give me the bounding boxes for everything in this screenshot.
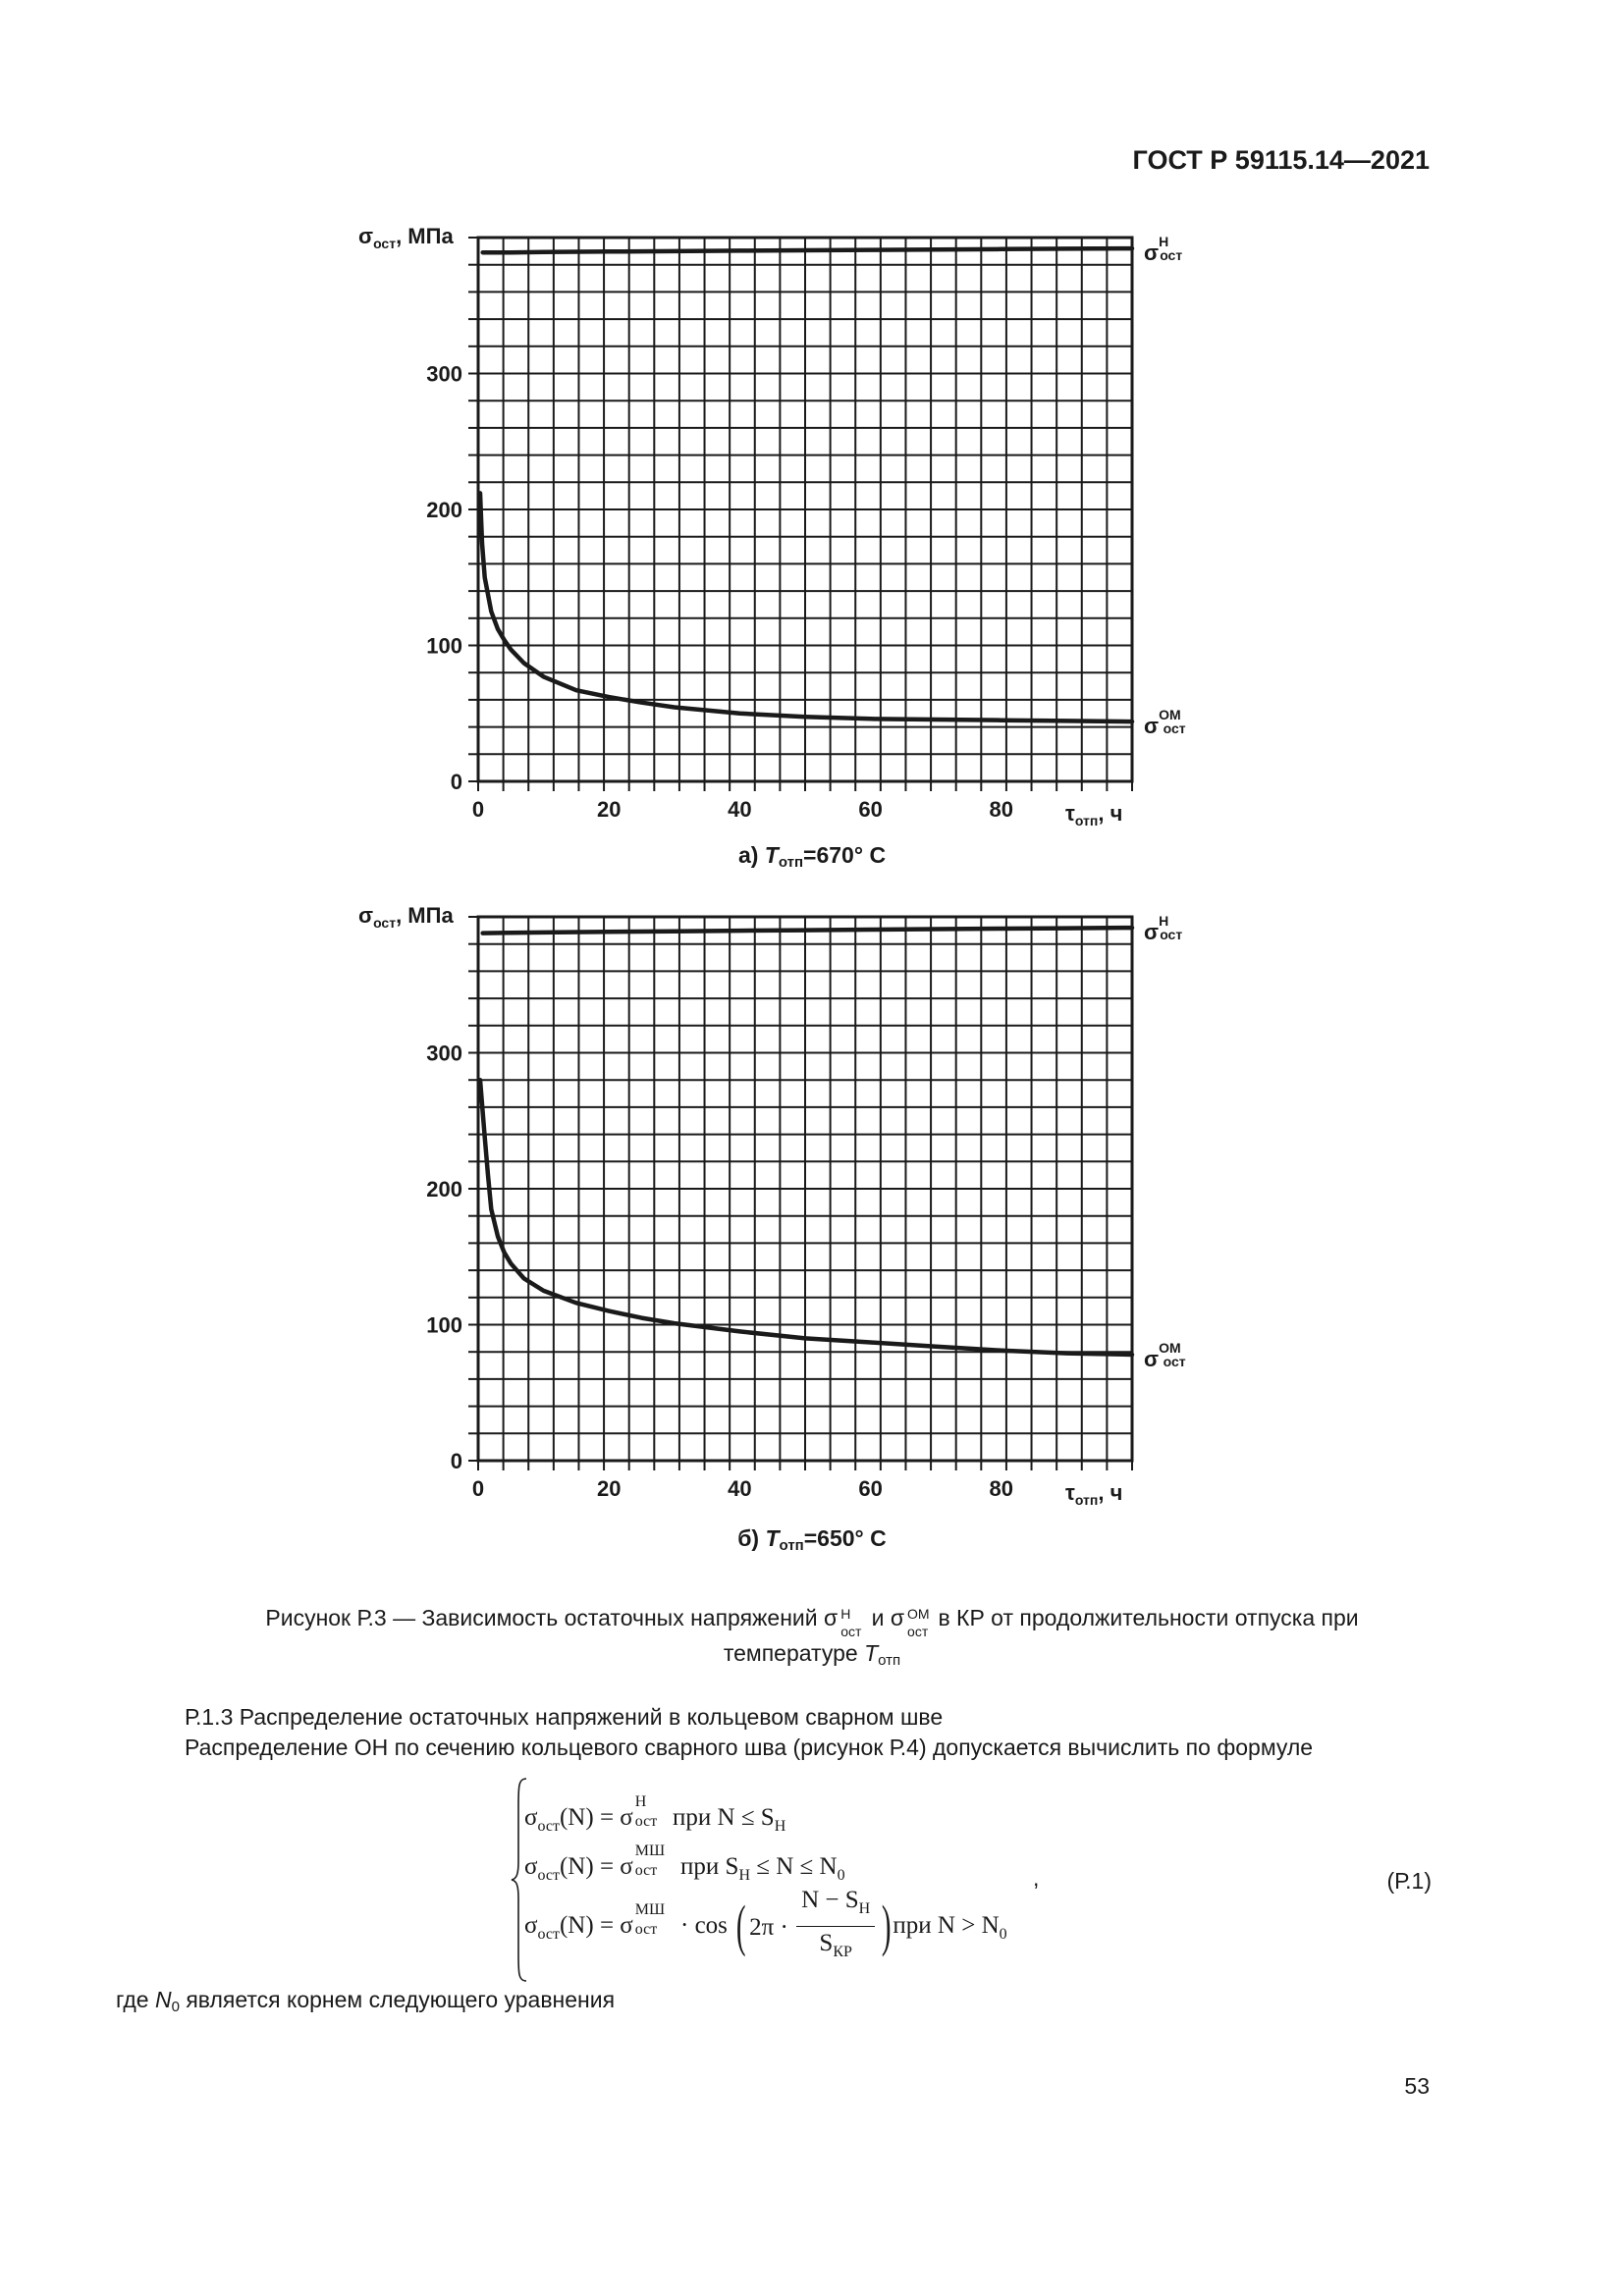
series-line-sigma-n	[483, 248, 1132, 252]
x-tick-label: 40	[728, 797, 752, 822]
x-tick-label: 20	[596, 797, 622, 822]
figure-caption: Рисунок Р.3 — Зависимость остаточных напряжений σ Н ост и σ ОМ ост в КР от продолжительности отпуска при температуре $T_{отп}$	[265, 1605, 1359, 1669]
chart-b	[0, 895, 1624, 1523]
chart-a-svg	[0, 216, 1624, 844]
y-tick-label: 0	[450, 770, 462, 794]
paragraph-3: где $N_0$ является корнем следующего уравнения	[116, 1987, 616, 2015]
y-axis-label: $\sigma_{ост}$, МПа	[358, 903, 454, 931]
x-tick-label: 80	[989, 1476, 1014, 1501]
x-axis-label: $\tau_{отп}$, ч	[1065, 801, 1123, 828]
plot-grid	[478, 917, 1132, 1461]
paragraph-1: Р.1.3 Распределение остаточных напряжений в кольцевом сварном шве	[185, 1704, 944, 1730]
formula-line-3: $\sigma_{ост}(N) = \sigma$ МШ ост · cos ( 2π · $N - S_Н$ $S_{КР}$ ) при $N > N_0$	[524, 1887, 1007, 1961]
page-number: 53	[1404, 2073, 1430, 2099]
x-tick-label: 60	[858, 1476, 883, 1501]
y-tick-label: 100	[426, 633, 462, 659]
y-tick-label: 0	[450, 1449, 462, 1473]
plot-grid	[478, 238, 1132, 781]
series-line-sigma-n	[483, 928, 1132, 934]
series-label-sigma-n: $\sigma^Н$ ост	[1144, 234, 1183, 266]
chart-b-svg	[0, 895, 1624, 1523]
equation-number: (Р.1)	[1386, 1868, 1432, 1894]
series-label-sigma-n: $\sigma^Н$ ост	[1144, 913, 1183, 945]
y-tick-label: 100	[426, 1312, 462, 1338]
y-tick-label: 200	[426, 498, 462, 522]
x-tick-label: 0	[471, 1476, 485, 1501]
x-tick-label: 0	[471, 797, 485, 822]
document-id: ГОСТ Р 59115.14—2021	[1132, 145, 1430, 175]
y-tick-label: 300	[426, 1041, 462, 1066]
series-label-sigma-om: $\sigma^{ОМ}$ ост	[1144, 1339, 1186, 1371]
y-tick-label: 200	[426, 1177, 462, 1201]
formula-line-2: $\sigma_{ост}(N) = \sigma$ МШ ост при $S_Н \le N \le N_0$	[524, 1842, 845, 1884]
series-label-sigma-om: $\sigma^{ОМ}$ ост	[1144, 707, 1186, 739]
x-tick-label: 80	[989, 797, 1014, 822]
formula-p1	[511, 1777, 1060, 1983]
y-tick-label: 300	[426, 361, 462, 387]
paragraph-2: Распределение ОН по сечению кольцевого сварного шва (рисунок Р.4) допускается вычислить по формуле	[185, 1735, 1314, 1760]
formula-line-1: $\sigma_{ост}(N) = \sigma$ Н ост при $N \le S_Н$	[524, 1793, 786, 1835]
y-axis-label: $\sigma_{ост}$, МПа	[358, 224, 454, 251]
x-tick-label: 40	[728, 1476, 752, 1501]
chart-a-caption: а) $T_{отп}=670^\circ$ С	[737, 842, 887, 871]
chart-b-caption: б) $T_{отп}=650^\circ$ С	[737, 1525, 887, 1554]
x-tick-label: 20	[596, 1476, 622, 1501]
x-tick-label: 60	[858, 797, 883, 822]
x-axis-label: $\tau_{отп}$, ч	[1065, 1480, 1123, 1508]
formula-comma: ,	[1033, 1865, 1040, 1891]
chart-a	[0, 216, 1624, 844]
